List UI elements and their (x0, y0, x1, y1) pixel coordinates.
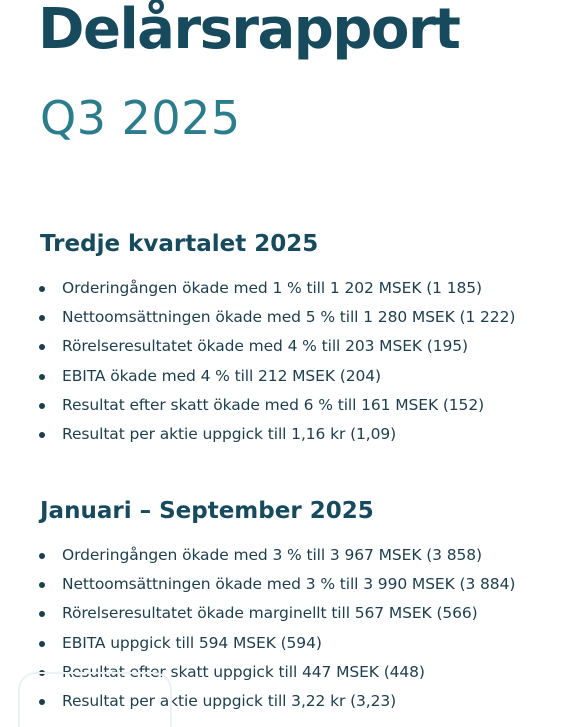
list-item-text: EBITA uppgick till 594 MSEK (594) (62, 633, 322, 652)
list-item-text: Resultat per aktie uppgick till 1,16 kr (1,09) (62, 424, 397, 443)
bullet-icon (39, 582, 45, 588)
bullet-icon (39, 403, 45, 409)
list-item-text: Resultat per aktie uppgick till 3,22 kr (3,23) (62, 691, 397, 710)
list-item-text: EBITA ökade med 4 % till 212 MSEK (204) (62, 366, 381, 385)
bullet-icon (39, 344, 45, 350)
bullet-icon (39, 315, 45, 321)
list-item-text: Rörelseresultatet ökade marginellt till 567 MSEK (566) (62, 604, 478, 623)
list-item-text: Nettoomsättningen ökade med 3 % till 3 990 MSEK (3 884) (62, 575, 516, 594)
report-title: Delårsrapport (38, 0, 460, 62)
section-heading-q3: Tredje kvartalet 2025 (40, 231, 319, 257)
bullet-icon (39, 611, 45, 617)
report-subtitle: Q3 2025 (40, 91, 241, 145)
list-item-text: Resultat efter skatt ökade med 6 % till 161 MSEK (152) (62, 395, 485, 414)
bullet-icon (39, 432, 45, 438)
bullet-icon (39, 374, 45, 380)
list-item-text: Orderingången ökade med 3 % till 3 967 MSEK (3 858) (62, 546, 482, 564)
bullet-icon (39, 641, 45, 647)
bullet-icon (39, 286, 45, 292)
list-item-text: Nettoomsättningen ökade med 5 % till 1 280 MSEK (1 222) (62, 308, 516, 327)
section-heading-ytd: Januari – September 2025 (40, 498, 374, 524)
list-item-text: Orderingången ökade med 1 % till 1 202 MSEK (1 185) (62, 279, 482, 297)
list-item-text: Rörelseresultatet ökade med 4 % till 203 MSEK (195) (62, 337, 468, 356)
bullet-icon (39, 553, 45, 559)
list-item-text: Resultat efter skatt uppgick till 447 MSEK (448) (62, 662, 425, 681)
decorative-frame (18, 672, 172, 727)
